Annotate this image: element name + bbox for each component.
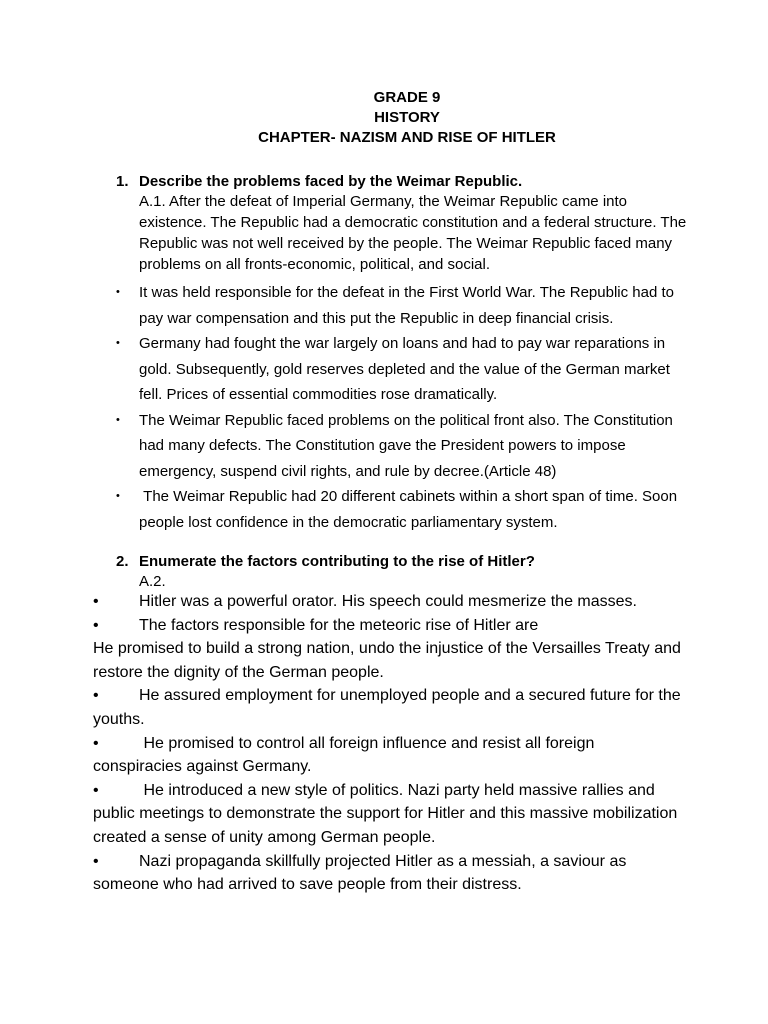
list-item: • He introduced a new style of politics. Nazi party held massive rallies and public meetings to demonstrate the support for Hitler and this massive mobilization created a sense of unity among German people. — [93, 779, 683, 850]
list-item: • The Weimar Republic had 20 different cabinets within a short span of time. Soon people lost confidence in the democratic parliamentary system. — [116, 484, 686, 535]
bullet-icon: • — [93, 781, 99, 799]
paragraph: He promised to build a strong nation, undo the injustice of the Versailles Treaty and restore the dignity of the German people. — [93, 640, 681, 681]
grade-heading: GRADE 9 — [373, 89, 441, 106]
list-item: • Germany had fought the war largely on loans and had to pay war reparations in gold. Subsequently, gold reserves depleted and the value of the German market fell. Prices of essential commodities rose dramatically. — [116, 331, 686, 408]
chapter-heading: CHAPTER- NAZISM AND RISE OF HITLER — [258, 129, 556, 146]
answer-1-intro: A.1. After the defeat of Imperial Germany, the Weimar Republic came into existence. The Republic had a democratic constitution and a federal structure. The Republic was not well received by the people. The Weimar Republic faced many problems on all fronts-economic, political, and social. — [139, 193, 687, 273]
bullet-icon: • — [116, 413, 120, 426]
question-2-text: Enumerate the factors contributing to the rise of Hitler? — [139, 553, 535, 570]
question-1-text: Describe the problems faced by the Weimar Republic. — [139, 173, 523, 190]
bullet-icon: • — [116, 286, 120, 298]
list-item: • Nazi propaganda skillfully projected Hitler as a messiah, a saviour as someone who had arrived to save people from their distress. — [93, 850, 683, 897]
answer-2-body — [93, 590, 683, 897]
bullet-icon: • — [116, 490, 120, 502]
bullet-icon: • — [93, 687, 99, 705]
list-item: • It was held responsible for the defeat in the First World War. The Republic had to pay war compensation and this put the Republic in deep financial crisis. — [116, 280, 686, 331]
answer-2-intro: A.2. — [139, 573, 166, 590]
bullet-icon: • — [93, 593, 99, 610]
list-item: • He promised to control all foreign influence and resist all foreign conspiracies against Germany. — [93, 732, 683, 779]
document-header — [0, 88, 768, 148]
list-item: • He assured employment for unemployed people and a secured future for the youths. — [93, 684, 683, 731]
subject-heading: HISTORY — [374, 109, 440, 126]
bullet-icon: • — [93, 852, 99, 870]
list-item: • Hitler was a powerful orator. His speech could mesmerize the masses. — [93, 590, 683, 614]
list-item: • The factors responsible for the meteoric rise of Hitler are — [93, 614, 683, 638]
list-item: • The Weimar Republic faced problems on the political front also. The Constitution had many defects. The Constitution gave the President powers to impose emergency, suspend civil rights, and rule by decree.(Article 48) — [116, 408, 686, 485]
bullet-icon: • — [116, 337, 120, 349]
answer-1-bullets — [116, 280, 686, 535]
bullet-icon: • — [93, 616, 99, 634]
question-2-number: 2. — [116, 553, 129, 570]
bullet-icon: • — [93, 734, 99, 752]
question-1-number: 1. — [116, 173, 129, 190]
